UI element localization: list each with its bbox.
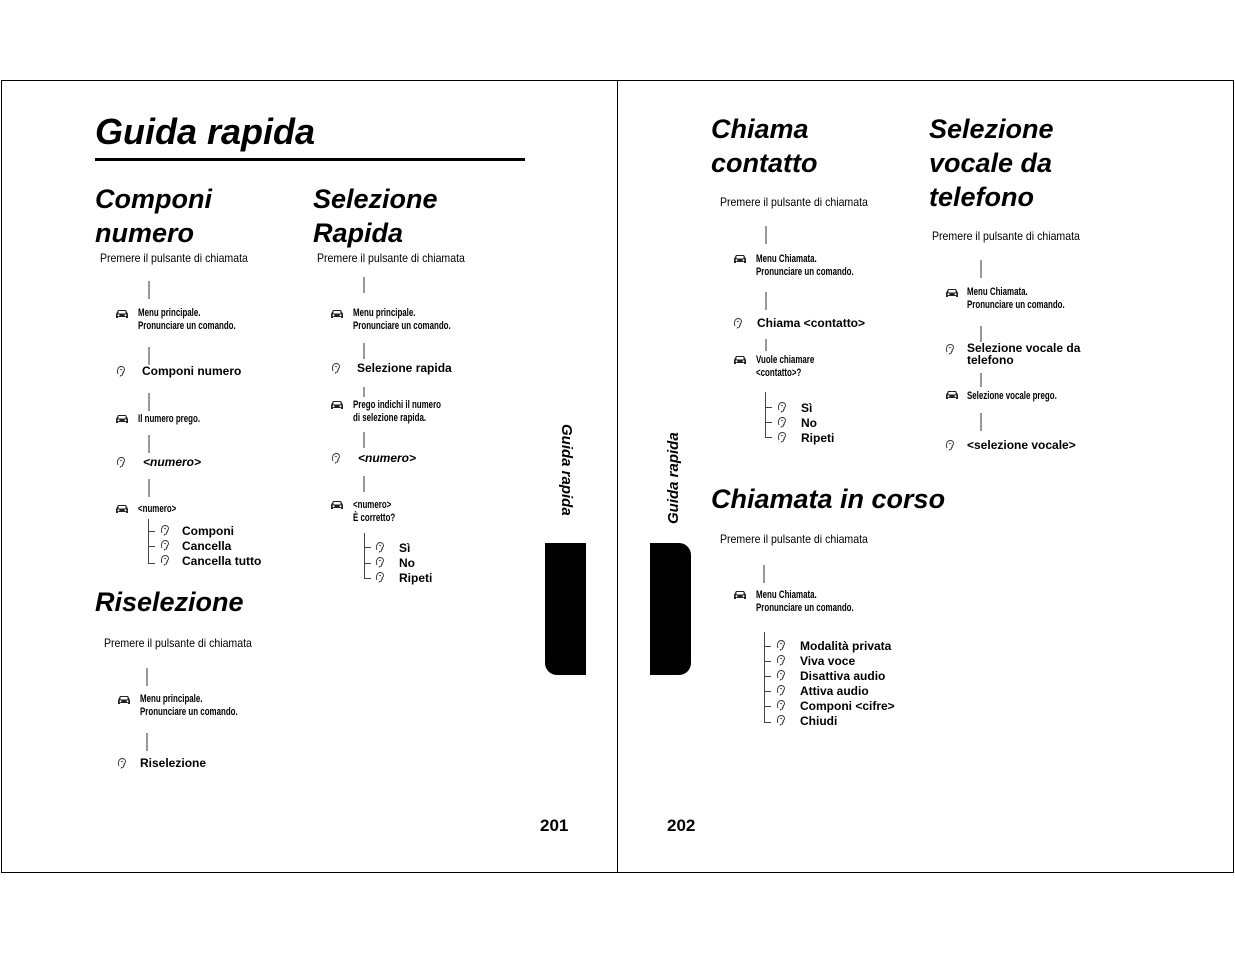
speech-icon (776, 714, 800, 726)
speech-icon (160, 524, 182, 536)
car-icon (330, 500, 344, 510)
option-label: Viva voce (800, 654, 856, 668)
speech-icon (776, 654, 800, 666)
list-item (160, 539, 261, 554)
car-icon (733, 590, 747, 600)
speech-icon (331, 362, 341, 374)
thumb-tab (650, 543, 691, 675)
car-prompt: Menu principale. Pronunciare un comando. (138, 307, 236, 332)
car-prompt: Menu principale. Pronunciare un comando. (353, 307, 451, 332)
section-title-chiama: Chiama contatto (711, 114, 818, 178)
option-label: Sì (801, 401, 813, 415)
speech-icon (375, 541, 399, 553)
car-prompt: <numero> (138, 503, 177, 515)
flow-line (146, 733, 148, 751)
list-item (776, 654, 895, 669)
car-prompt: Prego indichi il numero di selezione rapida. (353, 399, 442, 424)
list-item (776, 714, 895, 729)
car-icon (115, 414, 129, 424)
list-item (776, 669, 895, 684)
flow-line (148, 347, 150, 365)
page-number: 202 (667, 816, 696, 835)
section-title-riselezione: Riselezione (95, 587, 244, 617)
user-command: Riselezione (140, 756, 207, 770)
speech-icon (777, 401, 801, 413)
section-title-rapida: Selezione Rapida (313, 184, 438, 248)
options-tree (148, 519, 156, 564)
flow-line (980, 373, 982, 387)
press-button-text: Premere il pulsante di chiamata (104, 636, 252, 650)
list-item (777, 401, 834, 416)
list-item (375, 571, 432, 586)
speech-icon (375, 556, 399, 568)
option-label: Ripeti (399, 571, 433, 585)
flow-line (765, 292, 767, 310)
speech-icon (116, 456, 126, 468)
option-label: Componi (182, 524, 234, 538)
side-tab-label: Guida rapida (558, 424, 575, 516)
page-number: 201 (540, 816, 569, 835)
list-item (776, 699, 895, 714)
flow-line (148, 393, 150, 411)
press-button-text: Premere il pulsante di chiamata (317, 251, 465, 265)
user-command: Componi numero (142, 364, 242, 378)
user-command: <numero> (358, 451, 417, 465)
list-item (375, 556, 432, 571)
section-title-componi: Componi numero (95, 184, 212, 248)
list-item (160, 554, 261, 569)
title-rule (95, 158, 525, 161)
flow-line (148, 479, 150, 497)
user-command: Selezione vocale da telefono (967, 341, 1081, 367)
option-label: Componi <cifre> (800, 699, 895, 713)
car-prompt: Menu Chiamata. Pronunciare un comando. (756, 253, 854, 278)
car-prompt: Selezione vocale prego. (967, 390, 1057, 402)
car-icon (330, 309, 344, 319)
speech-icon (776, 699, 800, 711)
car-prompt: Il numero prego. (138, 413, 201, 425)
press-button-text: Premere il pulsante di chiamata (932, 229, 1080, 243)
list-item (375, 541, 432, 556)
flow-line (980, 413, 982, 431)
option-label: Cancella (182, 539, 232, 553)
thumb-tab (545, 543, 586, 675)
speech-icon (160, 554, 182, 566)
options-tree (364, 533, 372, 579)
car-icon (115, 309, 129, 319)
flow-line (363, 476, 365, 492)
option-label: Disattiva audio (800, 669, 886, 683)
flow-line (765, 339, 767, 351)
flow-line (146, 668, 148, 686)
speech-icon (777, 431, 801, 443)
option-label: Sì (399, 541, 411, 555)
flow-line (148, 435, 150, 453)
speech-icon (945, 439, 955, 451)
option-label: Ripeti (801, 431, 835, 445)
user-command: <numero> (143, 455, 202, 469)
speech-icon (375, 571, 399, 583)
option-label: Cancella tutto (182, 554, 262, 568)
options-tree (764, 632, 772, 723)
car-prompt: Menu Chiamata. Pronunciare un comando. (967, 286, 1065, 311)
list-item (776, 639, 895, 654)
list-item (777, 431, 834, 446)
speech-icon (117, 757, 127, 769)
speech-icon (160, 539, 182, 551)
page-title: Guida rapida (95, 111, 316, 152)
speech-icon (777, 416, 801, 428)
options-tree (765, 392, 773, 438)
user-command: <selezione vocale> (967, 438, 1076, 452)
right-page (617, 80, 1234, 873)
press-button-text: Premere il pulsante di chiamata (720, 532, 868, 546)
press-button-text: Premere il pulsante di chiamata (100, 251, 248, 265)
speech-icon (733, 317, 743, 329)
speech-icon (776, 684, 800, 696)
options-list (375, 541, 432, 586)
side-tab-label: Guida rapida (665, 432, 682, 524)
options-list (776, 639, 895, 729)
flow-line (148, 281, 150, 299)
options-list (160, 524, 261, 569)
flow-line (363, 432, 365, 448)
option-label: No (399, 556, 415, 570)
list-item (160, 524, 261, 539)
option-label: No (801, 416, 817, 430)
car-icon (117, 695, 131, 705)
section-title-vocale: Selezione vocale da telefono (929, 114, 1054, 212)
speech-icon (776, 639, 800, 651)
car-prompt: Menu Chiamata. Pronunciare un comando. (756, 589, 854, 614)
car-icon (733, 254, 747, 264)
flow-line (363, 343, 365, 359)
flow-line (763, 565, 765, 583)
speech-icon (945, 343, 955, 355)
car-prompt: Menu principale. Pronunciare un comando. (140, 693, 238, 718)
options-list (777, 401, 834, 446)
option-label: Chiudi (800, 714, 838, 728)
speech-icon (116, 365, 126, 377)
flow-line (765, 226, 767, 244)
speech-icon (331, 452, 341, 464)
option-label: Attiva audio (800, 684, 869, 698)
car-prompt: <numero> È corretto? (353, 499, 396, 524)
list-item (777, 416, 834, 431)
flow-line (980, 326, 982, 342)
option-label: Modalità privata (800, 639, 892, 653)
left-page (1, 80, 618, 873)
car-icon (945, 288, 959, 298)
car-prompt: Vuole chiamare <contatto>? (756, 354, 815, 379)
car-icon (330, 400, 344, 410)
flow-line (363, 277, 365, 293)
section-title-incorso: Chiamata in corso (711, 484, 946, 514)
flow-line (363, 387, 365, 397)
car-icon (945, 390, 959, 400)
speech-icon (776, 669, 800, 681)
press-button-text: Premere il pulsante di chiamata (720, 195, 868, 209)
user-command: Selezione rapida (357, 361, 452, 375)
car-icon (115, 504, 129, 514)
car-icon (733, 355, 747, 365)
list-item (776, 684, 895, 699)
flow-line (980, 260, 982, 278)
user-command: Chiama <contatto> (757, 316, 866, 330)
